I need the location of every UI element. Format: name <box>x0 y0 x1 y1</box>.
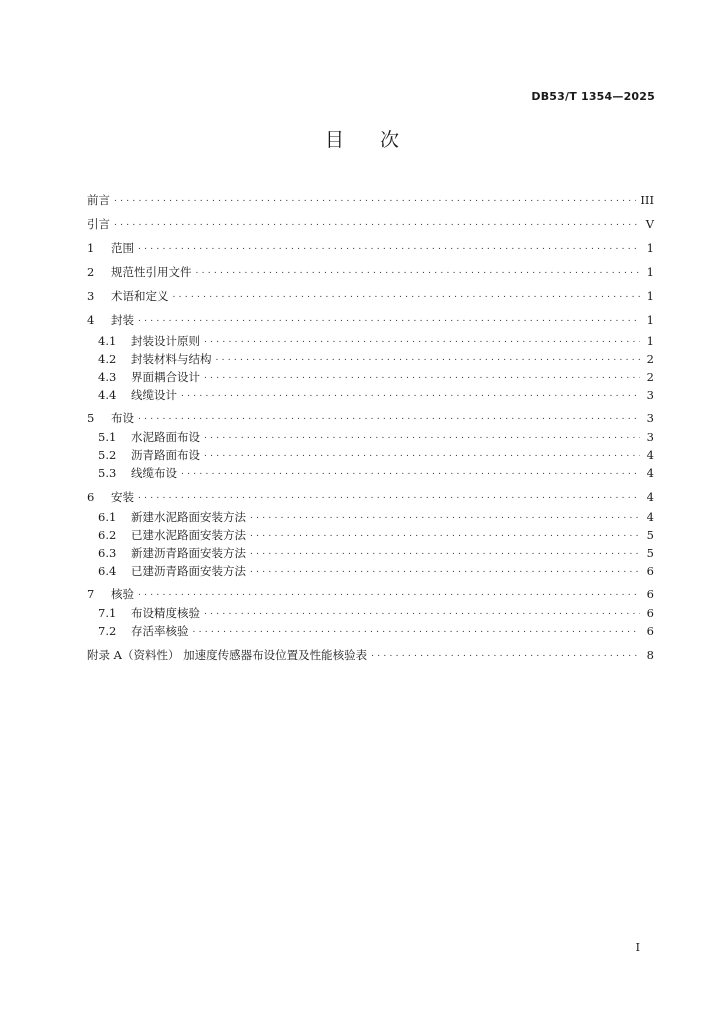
toc-dot-leader <box>369 646 640 664</box>
toc-entry-number: 1 <box>87 241 95 255</box>
toc-dot-leader <box>248 526 640 544</box>
toc-entry-title: 封装材料与结构 <box>131 352 212 366</box>
toc-entry[interactable] <box>87 428 654 446</box>
toc-dot-leader <box>202 332 640 350</box>
toc-dot-leader <box>194 263 641 281</box>
toc-entry-number: 5.1 <box>98 430 117 444</box>
toc-entry[interactable] <box>87 239 654 257</box>
toc-entry-number: 6.1 <box>98 510 117 524</box>
toc-entry[interactable] <box>87 215 654 233</box>
toc-entry[interactable] <box>87 508 654 526</box>
toc-entry-page: 1 <box>646 241 654 255</box>
toc-entry[interactable] <box>87 488 654 506</box>
toc-entry-number: 4.1 <box>98 334 117 348</box>
toc-entry-page: III <box>640 193 654 207</box>
toc-entry-number: 5.3 <box>98 466 117 480</box>
toc-entry-title: 布设精度核验 <box>131 606 200 620</box>
toc-entry-page: 3 <box>646 411 654 425</box>
toc-entry[interactable] <box>87 332 654 350</box>
toc-entry-number: 7.1 <box>98 606 117 620</box>
toc-entry[interactable] <box>87 446 654 464</box>
toc-entry-page: 1 <box>646 334 654 348</box>
toc-entry-number: 4 <box>87 313 95 327</box>
toc-entry-page: 3 <box>646 388 654 402</box>
toc-entry[interactable] <box>87 386 654 404</box>
toc-entry-number: 7.2 <box>98 624 117 638</box>
toc-entry-title: 前言 <box>87 193 110 207</box>
toc-entry[interactable] <box>87 604 654 622</box>
toc-entry-page: 4 <box>646 490 654 504</box>
toc-dot-leader <box>171 287 641 305</box>
toc-entry-title: 新建水泥路面安装方法 <box>131 510 246 524</box>
toc-dot-leader <box>136 585 640 603</box>
toc-entry[interactable] <box>87 544 654 562</box>
toc-entry-page: 2 <box>646 352 654 366</box>
standard-code: DB53/T 1354—2025 <box>531 90 655 103</box>
toc-entry-page: 6 <box>646 587 654 601</box>
toc-entry-page: 4 <box>646 510 654 524</box>
page-number: I <box>635 941 640 954</box>
toc-entry[interactable] <box>87 263 654 281</box>
toc-entry-title: 存活率核验 <box>131 624 189 638</box>
toc-entry-page: 1 <box>646 289 654 303</box>
toc-dot-leader <box>202 446 640 464</box>
toc-entry-page: 2 <box>646 370 654 384</box>
toc-dot-leader <box>248 544 640 562</box>
toc-entry-title: 线缆布设 <box>131 466 177 480</box>
toc-entry[interactable] <box>87 287 654 305</box>
toc-heading-char-2: 次 <box>380 129 400 151</box>
toc-entry-title: 新建沥青路面安装方法 <box>131 546 246 560</box>
toc-entry-page: 6 <box>646 606 654 620</box>
toc-entry-title: 术语和定义 <box>111 289 169 303</box>
toc-entry-number: 6 <box>87 490 95 504</box>
toc-dot-leader <box>136 239 640 257</box>
toc-heading-char-1: 目 <box>324 129 344 151</box>
toc-entry[interactable] <box>87 350 654 368</box>
toc-entry[interactable] <box>87 585 654 603</box>
toc-dot-leader <box>136 311 640 329</box>
toc-entry-title: 沥青路面布设 <box>131 448 200 462</box>
toc-entry[interactable] <box>87 464 654 482</box>
toc-entry-number: 2 <box>87 265 95 279</box>
toc-entry-page: 4 <box>646 466 654 480</box>
toc-entry-number: 5 <box>87 411 95 425</box>
toc-entry-title: 封装设计原则 <box>131 334 200 348</box>
toc-entry[interactable] <box>87 646 654 664</box>
toc-entry-page: 3 <box>646 430 654 444</box>
toc-entry-title: 布设 <box>111 411 134 425</box>
toc-dot-leader <box>179 464 640 482</box>
toc-entry-page: 6 <box>646 564 654 578</box>
toc-entry-number: 6.3 <box>98 546 117 560</box>
toc-entry-title: 水泥路面布设 <box>131 430 200 444</box>
toc-dot-leader <box>248 562 640 580</box>
toc-entry-number: 6.2 <box>98 528 117 542</box>
toc-heading <box>0 125 724 152</box>
toc-dot-leader <box>214 350 641 368</box>
toc-entry-title: 已建沥青路面安装方法 <box>131 564 246 578</box>
toc-entry[interactable] <box>87 622 654 640</box>
toc-entry[interactable] <box>87 368 654 386</box>
toc-entry-page: 6 <box>646 624 654 638</box>
toc-entry-number: 7 <box>87 587 95 601</box>
toc-entry[interactable] <box>87 526 654 544</box>
toc-entry-title: 安装 <box>111 490 134 504</box>
toc-entry-page: 5 <box>646 528 654 542</box>
toc-dot-leader <box>136 488 640 506</box>
toc-entry[interactable] <box>87 191 654 209</box>
toc-entry-title: 核验 <box>111 587 134 601</box>
toc-dot-leader <box>202 428 640 446</box>
toc-entry-title: 线缆设计 <box>131 388 177 402</box>
toc-entry-page: 1 <box>646 313 654 327</box>
toc-entry-number: 4.2 <box>98 352 117 366</box>
toc-dot-leader <box>112 215 640 233</box>
toc-dot-leader <box>191 622 641 640</box>
toc-entry-number: 4.4 <box>98 388 117 402</box>
toc-entry-title: 规范性引用文件 <box>111 265 192 279</box>
toc-entry-title: 范围 <box>111 241 134 255</box>
toc-entry-page: 5 <box>646 546 654 560</box>
toc-entry-page: 8 <box>646 648 654 662</box>
toc-dot-leader <box>202 368 640 386</box>
toc-entry-title: 封装 <box>111 313 134 327</box>
toc-dot-leader <box>202 604 640 622</box>
toc-dot-leader <box>136 409 640 427</box>
toc-dot-leader <box>248 508 640 526</box>
toc-dot-leader <box>179 386 640 404</box>
toc-entry-title: 已建水泥路面安装方法 <box>131 528 246 542</box>
toc-entry-number: 3 <box>87 289 95 303</box>
toc-entry-page: 1 <box>646 265 654 279</box>
toc-entry[interactable] <box>87 562 654 580</box>
toc-entry[interactable] <box>87 311 654 329</box>
toc-entry-number: 5.2 <box>98 448 117 462</box>
toc-entry-title: 附录 A（资料性） 加速度传感器布设位置及性能核验表 <box>87 648 368 662</box>
toc-entry[interactable] <box>87 409 654 427</box>
toc-entry-number: 6.4 <box>98 564 117 578</box>
toc-entry-page: V <box>645 217 654 231</box>
toc-entry-page: 4 <box>646 448 654 462</box>
toc-dot-leader <box>112 191 636 209</box>
toc-entry-title: 引言 <box>87 217 110 231</box>
toc-entry-number: 4.3 <box>98 370 117 384</box>
toc-entry-title: 界面耦合设计 <box>131 370 200 384</box>
